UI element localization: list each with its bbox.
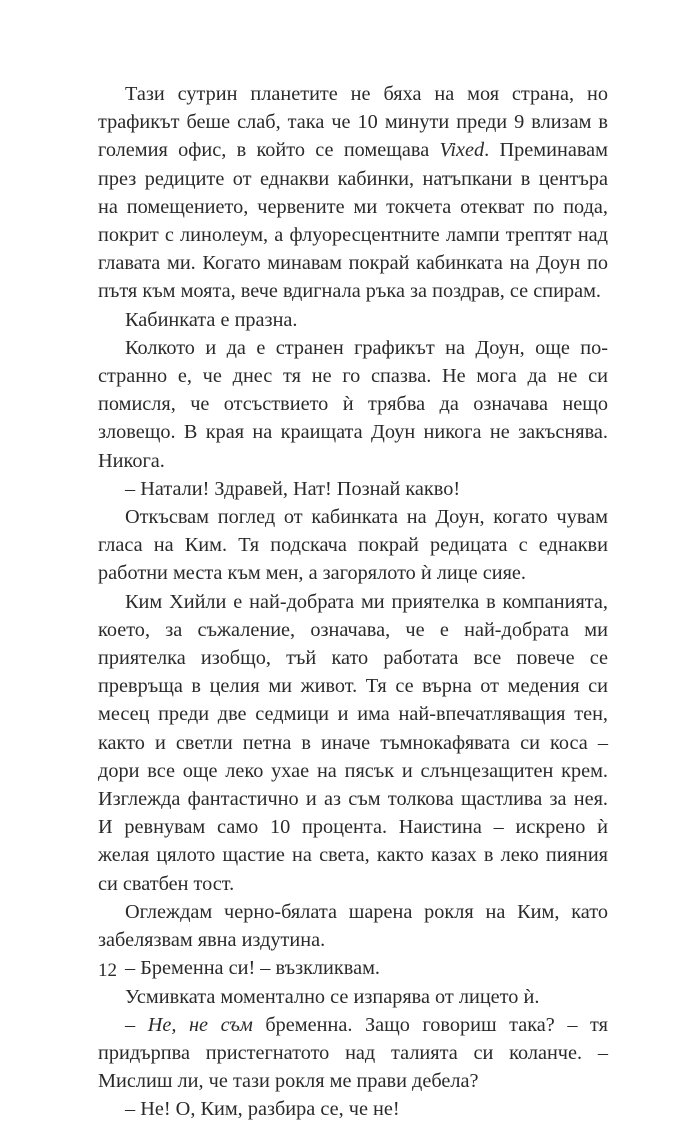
text-segment: Ким Хийли е най-добрата ми приятелка в компанията, което, за съжаление, означава, че е най-добрата ми приятелка изобщо, тъй като работата все повече се превръща в целия ми живот. Тя се върна от медения си месец преди две седмици и има най-впечатляващия тен, както и светли петна в иначе тъмнокафявата си коса – дори все още леко ухае на пясък и слънцезащитен крем. Изглежда фантастично и аз съм толкова щастлива за нея. И ревнувам само 10 процента. Наистина – искрено ѝ желая цялото щастие на света, както казах в леко пияния си сватбен тост. bbox=[98, 590, 608, 895]
text-segment: Колкото и да е странен графикът на Доун, още по-странно е, че днес тя не го спазва. Не мога да не си помисля, че отсъствието ѝ трябва да означава нещо зловещо. В края на краищата Доун никога не закъснява. Никога. bbox=[98, 336, 608, 472]
paragraph bbox=[98, 954, 608, 982]
text-segment: – bbox=[125, 1013, 148, 1036]
paragraph bbox=[98, 898, 608, 954]
text-segment: – Не! О, Ким, разбира се, че не! bbox=[125, 1098, 400, 1121]
paragraph bbox=[98, 475, 608, 503]
text-segment: Откъсвам поглед от кабинката на Доун, когато чувам гласа на Ким. Тя подскача покрай редицата с еднакви работни места към мен, а загорялото ѝ лице сияе. bbox=[98, 506, 608, 585]
text-segment: Кабинката е празна. bbox=[125, 308, 298, 331]
text-segment: – Натали! Здравей, Нат! Познай какво! bbox=[125, 477, 461, 500]
paragraph bbox=[98, 1095, 608, 1123]
text-segment: Оглеждам черно-бялата шарена рокля на Ким, като забелязвам явна издутина. bbox=[98, 900, 608, 952]
text-segment: бременна. Защо говориш така? – тя придърпва пристегнатото над талията си коланче. – Мислиш ли, че тази рокля ме прави дебела? bbox=[98, 1013, 608, 1093]
italic-segment: Vixed bbox=[439, 139, 485, 162]
paragraph bbox=[98, 983, 608, 1011]
paragraph bbox=[98, 334, 608, 475]
paragraph bbox=[98, 80, 608, 306]
body-text bbox=[98, 80, 608, 1124]
italic-segment: Не, не съм bbox=[147, 1013, 253, 1036]
paragraph bbox=[98, 1011, 608, 1096]
text-segment: – Бременна си! – възкликвам. bbox=[125, 957, 380, 980]
page-number: 12 bbox=[98, 960, 117, 981]
paragraph bbox=[98, 306, 608, 334]
paragraph bbox=[98, 503, 608, 588]
text-segment: Тази сутрин планетите не бяха на моя страна, но трафикът беше слаб, така че 10 минути преди 9 влизам в големия офис, в който се помещава bbox=[98, 83, 608, 162]
paragraph bbox=[98, 588, 608, 898]
text-segment: . Преминавам през редиците от еднакви кабинки, натъпкани в центъра на помещението, червените ми токчета отекват по пода, покрит с линолеум, а флуоресцентните лампи трептят над главата ми. Когато минавам покрай кабинката на Доун по пътя към моята, вече вдигнала ръка за поздрав, се спирам. bbox=[98, 139, 608, 303]
text-segment: Усмивката моментално се изпарява от лицето ѝ. bbox=[125, 985, 540, 1008]
